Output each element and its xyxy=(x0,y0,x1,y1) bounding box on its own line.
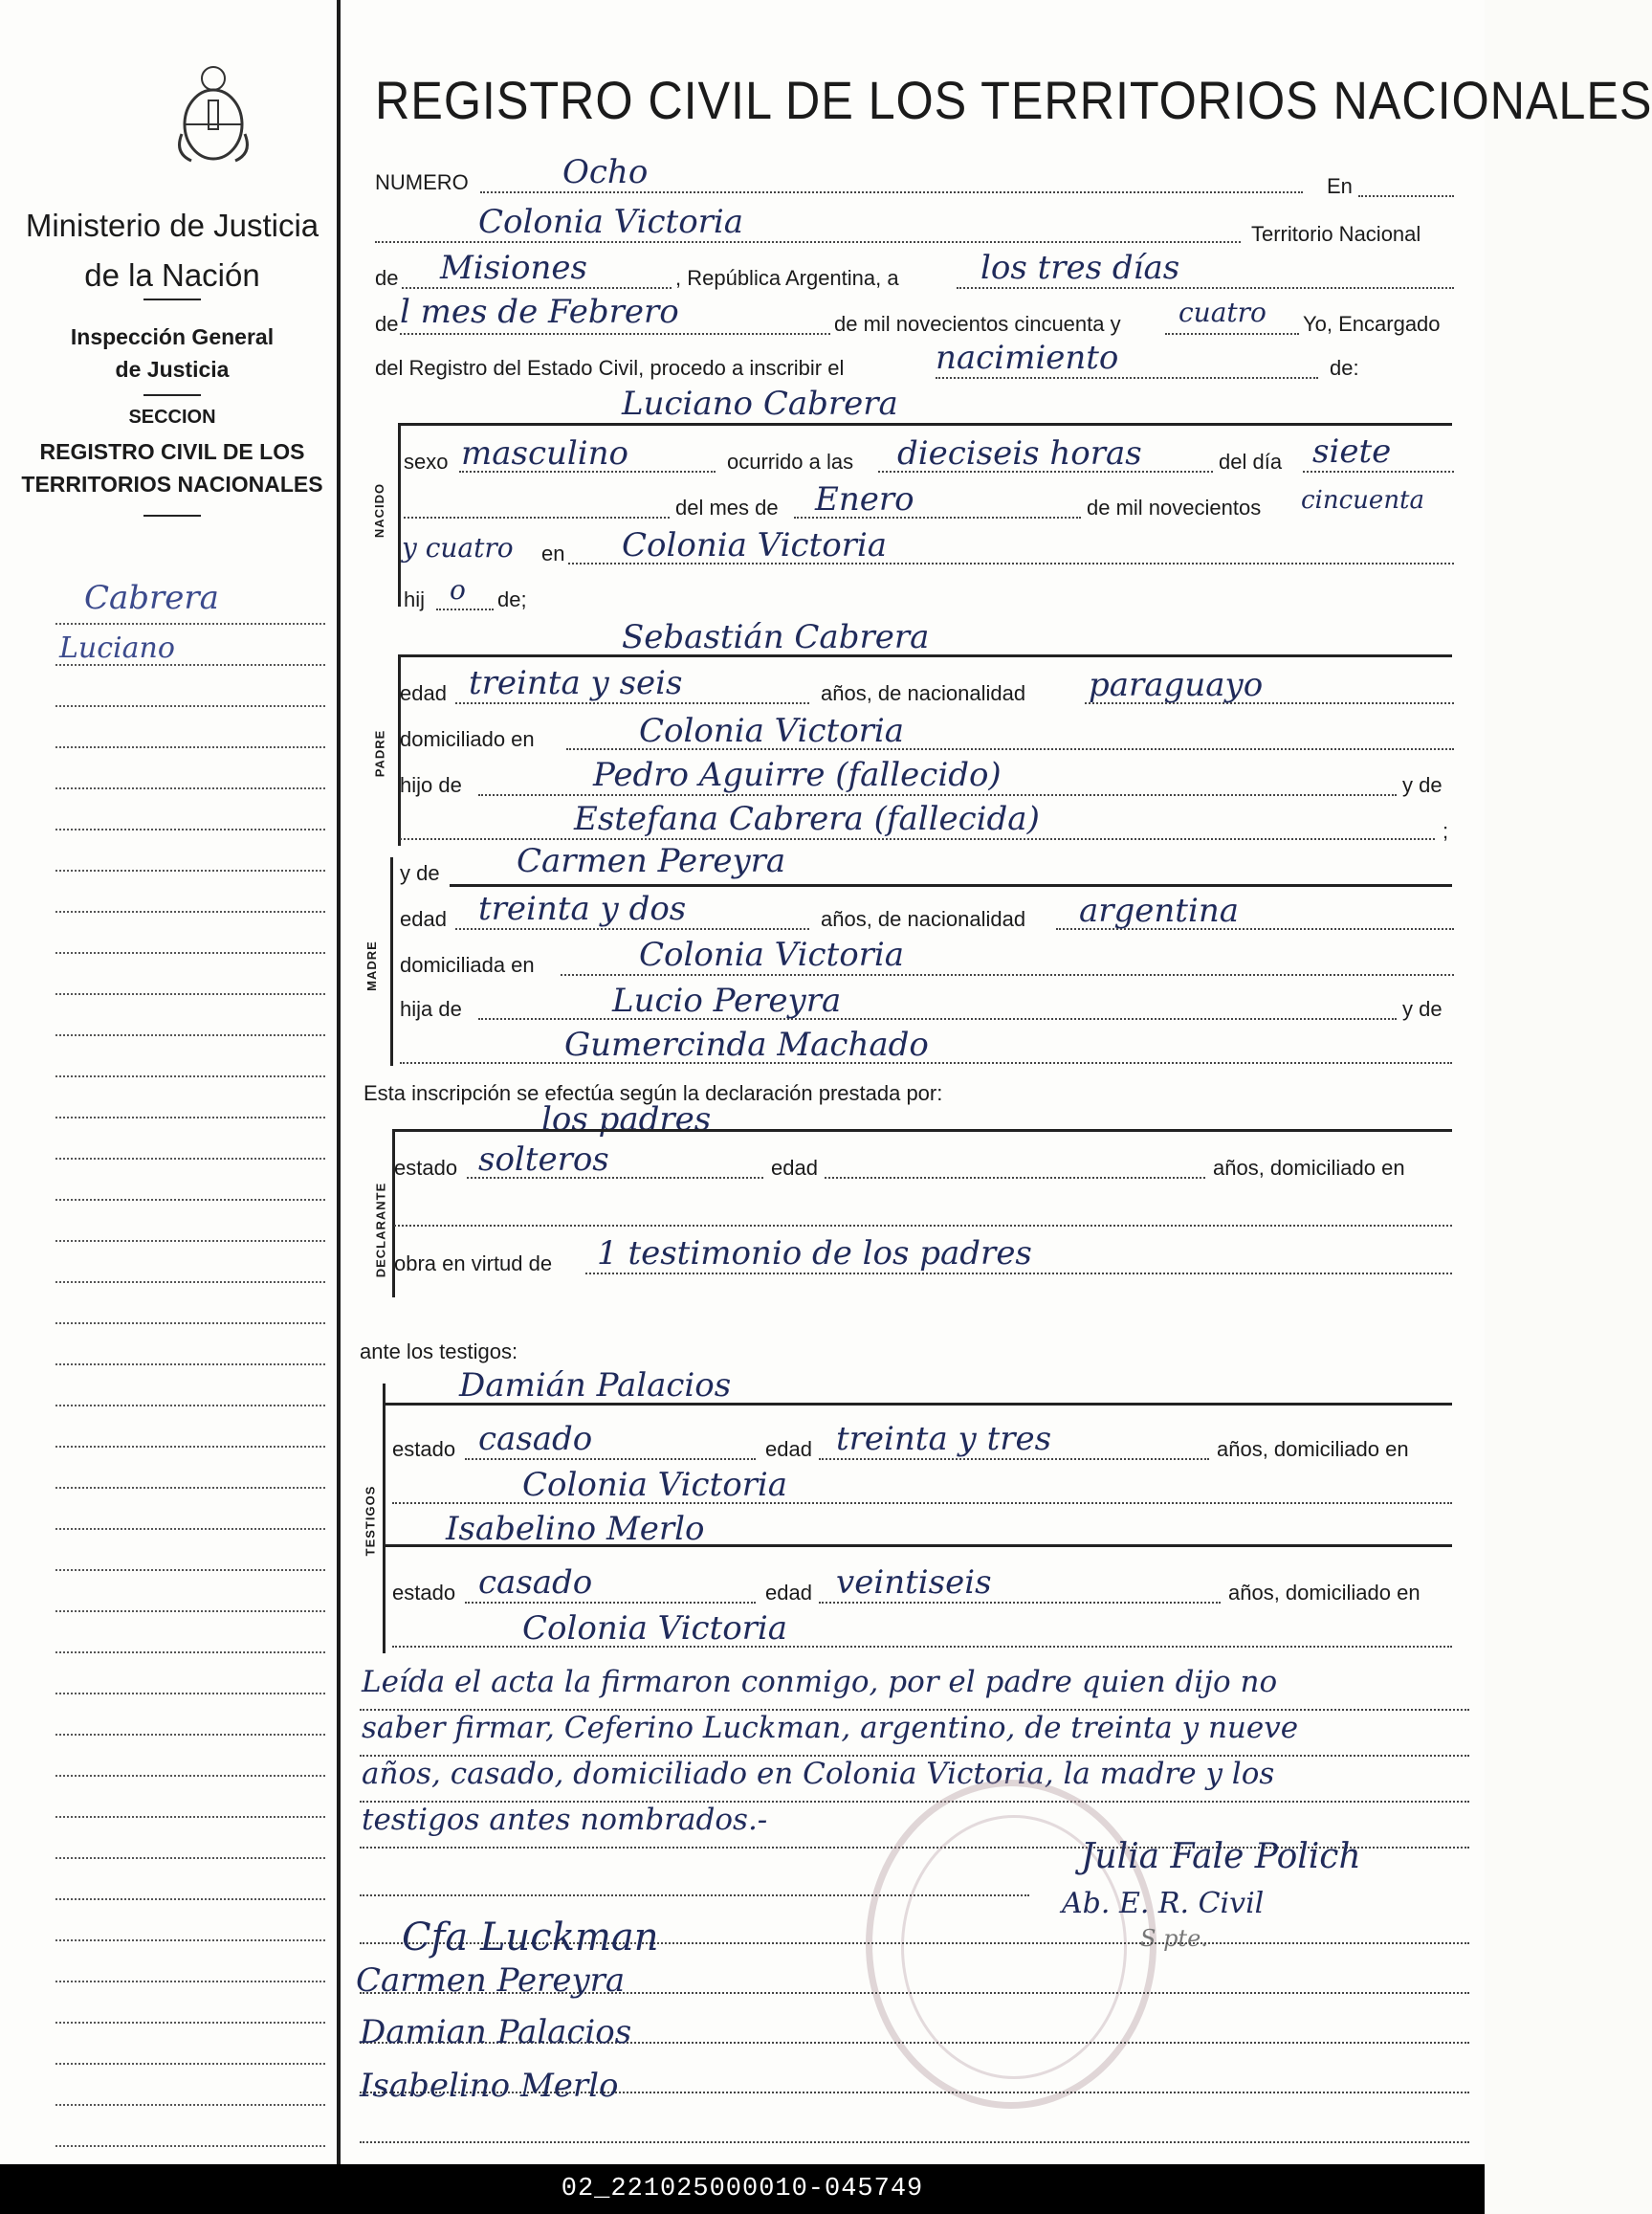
margin-given-name: Luciano xyxy=(59,631,175,665)
maternal-grandmother: Gumercinda Machado xyxy=(564,1026,929,1064)
mes-label: del mes de xyxy=(675,496,779,520)
section-rule xyxy=(383,1544,1452,1547)
section-rule xyxy=(400,423,1452,426)
scan-id-footer: 02_221025000010-045749 xyxy=(0,2164,1485,2214)
witness1-status: casado xyxy=(478,1420,593,1458)
madre-yde-label: y de xyxy=(400,861,440,885)
coat-of-arms-icon xyxy=(170,57,256,172)
child-name: Luciano Cabrera xyxy=(622,385,898,423)
registro-label: del Registro del Estado Civil, procedo a inscribir el xyxy=(375,356,845,380)
closing-line-4: testigos antes nombrados.- xyxy=(362,1803,768,1837)
father-name: Sebastián Cabrera xyxy=(622,618,930,656)
dotted-line xyxy=(360,2141,1469,2143)
declaracion-intro: Esta inscripción se efectúa según la declaración prestada por: xyxy=(363,1081,943,1105)
section-bracket xyxy=(390,857,393,1066)
dotted-line xyxy=(561,974,1454,976)
registry-stamp xyxy=(866,1780,1156,2109)
dia-label: del día xyxy=(1219,450,1283,474)
closing-line-2: saber firmar, Ceferino Luckman, argentino, de treinta y nueve xyxy=(362,1711,1299,1745)
republica-label: , República Argentina, a xyxy=(675,266,899,290)
mother-address: Colonia Victoria xyxy=(639,936,905,974)
witness1-edad-label: edad xyxy=(765,1437,812,1461)
father-address: Colonia Victoria xyxy=(639,712,905,750)
anio-value: cincuenta xyxy=(1301,486,1425,515)
territorio-value: Misiones xyxy=(440,249,587,287)
declarante-side-label: DECLARANTE xyxy=(373,1182,388,1278)
witness1-address: Colonia Victoria xyxy=(522,1466,788,1504)
father-age: treinta y seis xyxy=(469,664,683,702)
dotted-line xyxy=(585,1273,1452,1274)
dotted-line xyxy=(402,287,672,289)
paternal-grandmother: Estefana Cabrera (fallecida) xyxy=(574,800,1040,838)
year-value: cuatro xyxy=(1178,297,1267,328)
semicolon: ; xyxy=(1443,819,1449,843)
anio-value-2: y cuatro xyxy=(402,532,514,564)
anio-label: de mil novecientos xyxy=(1087,496,1262,520)
divider xyxy=(143,299,201,300)
section-bracket xyxy=(398,423,401,607)
section-rule xyxy=(383,1403,1452,1406)
witness1-estado-label: estado xyxy=(392,1437,456,1461)
dotted-line xyxy=(400,333,830,335)
en-label-nacido: en xyxy=(541,542,565,565)
dotted-line xyxy=(404,517,670,519)
dotted-line xyxy=(400,838,1435,840)
hij-value: o xyxy=(450,574,466,606)
declarant-status: solteros xyxy=(478,1140,609,1179)
sexo-value: masculino xyxy=(461,434,629,473)
seccion-label: SECCION xyxy=(128,407,216,428)
dia-value: siete xyxy=(1312,432,1392,471)
officer-title: Ab. E. R. Civil xyxy=(1062,1887,1265,1920)
numero-label: NUMERO xyxy=(375,170,469,194)
madre-edad-label: edad xyxy=(400,907,447,931)
dotted-line xyxy=(465,1602,756,1604)
nacido-side-label: NACIDO xyxy=(372,482,387,539)
dotted-line xyxy=(360,1894,1029,1896)
hora-value: dieciseis horas xyxy=(897,434,1142,473)
witness1-signature: Damian Palacios xyxy=(360,2013,632,2051)
hija-label: hija de xyxy=(400,997,462,1021)
witness2-status: casado xyxy=(478,1563,593,1602)
dotted-line xyxy=(436,609,494,610)
dotted-line xyxy=(455,928,809,930)
dotted-line xyxy=(480,191,1303,193)
dotted-line xyxy=(455,702,809,704)
margin-ruled-lines xyxy=(55,584,325,2147)
mother-age: treinta y dos xyxy=(478,890,687,928)
dotted-line xyxy=(1358,195,1454,197)
document-title: REGISTRO CIVIL DE LOS TERRITORIOS NACIONALES xyxy=(375,70,1652,130)
de-label: de xyxy=(375,266,399,290)
month-value: l mes de Febrero xyxy=(400,293,679,331)
birth-place: Colonia Victoria xyxy=(622,526,888,565)
sexo-label: sexo xyxy=(404,450,449,474)
madre-nacionalidad-label: años, de nacionalidad xyxy=(821,907,1026,931)
divider xyxy=(143,394,201,396)
declarant-signature: Cfa Luckman xyxy=(402,1915,659,1959)
territorio-label: Territorio Nacional xyxy=(1251,222,1421,246)
dotted-line xyxy=(957,287,1454,289)
testigos-side-label: TESTIGOS xyxy=(363,1485,378,1557)
padre-side-label: PADRE xyxy=(372,729,387,778)
dotted-line xyxy=(1303,471,1454,473)
closing-line-3: años, casado, domiciliado en Colonia Victoria, la madre y los xyxy=(362,1757,1275,1791)
officer-note: S pte. xyxy=(1140,1925,1208,1952)
registro-civil-section: REGISTRO CIVIL DE LOS TERRITORIOS NACIONALES xyxy=(21,439,323,497)
dotted-line xyxy=(825,1177,1205,1179)
en-label: En xyxy=(1327,174,1353,198)
dotted-line xyxy=(819,1602,1221,1604)
witness1-name: Damián Palacios xyxy=(459,1366,732,1405)
paternal-grandfather: Pedro Aguirre (fallecido) xyxy=(593,756,1002,794)
declarante-anios-label: años, domiciliado en xyxy=(1213,1156,1405,1180)
declarante-estado-label: estado xyxy=(394,1156,458,1180)
witness2-estado-label: estado xyxy=(392,1581,456,1605)
inspeccion-general: Inspección General de Justicia xyxy=(70,324,275,382)
testigos-intro: ante los testigos: xyxy=(360,1339,518,1363)
maternal-grandfather: Lucio Pereyra xyxy=(612,982,842,1020)
margin-surname: Cabrera xyxy=(84,579,219,617)
edad-label: edad xyxy=(400,681,447,705)
left-margin-column xyxy=(0,0,341,2164)
witness2-address: Colonia Victoria xyxy=(522,1609,788,1648)
witness2-anios-label: años, domiciliado en xyxy=(1228,1581,1421,1605)
declarant-name: los padres xyxy=(541,1100,712,1139)
witness1-anios-label: años, domiciliado en xyxy=(1217,1437,1409,1461)
witness2-name: Isabelino Merlo xyxy=(446,1510,705,1548)
nacionalidad-label: años, de nacionalidad xyxy=(821,681,1026,705)
de-label-2: de xyxy=(375,312,399,336)
hij-label: hij xyxy=(404,587,426,611)
obra-label: obra en virtud de xyxy=(394,1251,553,1275)
obra-value: 1 testimonio de los padres xyxy=(597,1234,1032,1273)
witness2-signature: Isabelino Merlo xyxy=(360,2067,619,2105)
dotted-line xyxy=(819,1458,1209,1460)
declarante-edad-label: edad xyxy=(771,1156,818,1180)
day-value: los tres días xyxy=(980,249,1180,287)
witness1-age: treinta y tres xyxy=(836,1420,1052,1458)
section-rule xyxy=(400,654,1452,657)
ministry-name: Ministerio de Justicia de la Nación xyxy=(25,208,319,293)
hij-de-label: de; xyxy=(497,587,527,611)
officer-signature: Julia Fale Polich xyxy=(1081,1837,1361,1876)
mother-signature: Carmen Pereyra xyxy=(356,1961,626,2000)
acta-type-value: nacimiento xyxy=(936,339,1119,377)
yde-label: y de xyxy=(1402,773,1443,797)
divider xyxy=(143,515,201,517)
closing-line-1: Leída el acta la firmaron conmigo, por el padre quien dijo no xyxy=(362,1665,1278,1699)
de-label-3: de: xyxy=(1330,356,1359,380)
numero-value: Ocho xyxy=(562,153,649,191)
mother-nationality: argentina xyxy=(1079,892,1240,930)
hijo-label: hijo de xyxy=(400,773,462,797)
mother-name: Carmen Pereyra xyxy=(517,842,786,880)
domicilio-label: domiciliado en xyxy=(400,727,535,751)
dotted-line xyxy=(465,1458,756,1460)
madre-domicilio-label: domiciliada en xyxy=(400,953,535,977)
dotted-line xyxy=(1165,333,1299,335)
section-rule xyxy=(394,1129,1452,1132)
witness2-age: veintiseis xyxy=(836,1563,992,1602)
encargado-label: Yo, Encargado xyxy=(1303,312,1441,336)
section-rule xyxy=(450,884,1452,887)
father-nationality: paraguayo xyxy=(1089,666,1264,704)
dotted-line xyxy=(375,241,1241,243)
place-value: Colonia Victoria xyxy=(478,203,744,241)
madre-yde-label-2: y de xyxy=(1402,997,1443,1021)
dotted-line xyxy=(394,1225,1452,1227)
dotted-line xyxy=(936,377,1318,379)
dotted-line xyxy=(478,794,1397,796)
section-bracket xyxy=(383,1384,385,1653)
ocurrido-label: ocurrido a las xyxy=(727,450,854,474)
madre-side-label: MADRE xyxy=(363,941,379,991)
mes-value: Enero xyxy=(815,480,914,519)
year-label: de mil novecientos cincuenta y xyxy=(834,312,1121,336)
witness2-edad-label: edad xyxy=(765,1581,812,1605)
